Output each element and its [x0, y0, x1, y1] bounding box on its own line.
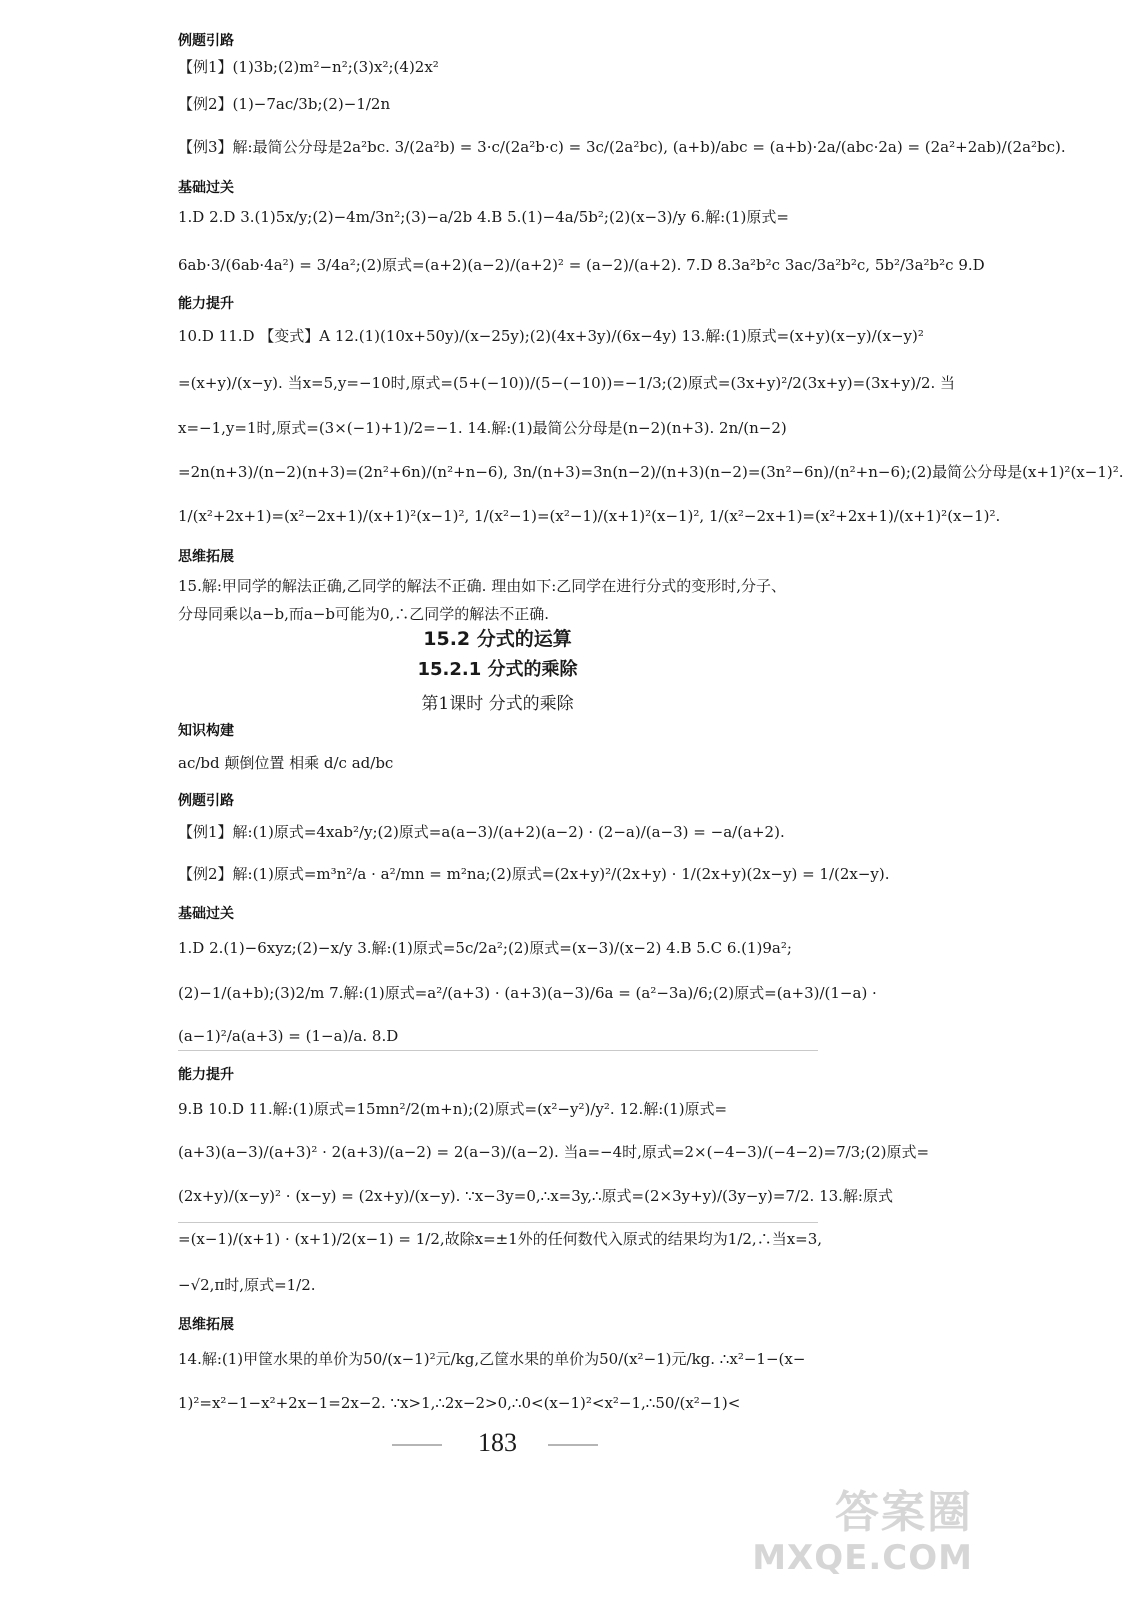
- answer-line: =(x−1)/(x+1) · (x+1)/2(x−1) = 1/2,故除x=±1外的任何数代入原式的结果均为1/2,∴当x=3,: [178, 1230, 823, 1248]
- lesson-title: 第1课时 分式的乘除: [421, 694, 574, 714]
- answer-line: 【例2】解:(1)原式=m³n²/a · a²/mn = m²na;(2)原式=(2x+y)²/(2x+y) · 1/(2x+y)(2x−y) = 1/(2x−y).: [178, 865, 890, 883]
- section-heading-thinking: 思维拓展: [178, 1317, 234, 1333]
- answer-line: 14.解:(1)甲筐水果的单价为50/(x−1)²元/kg,乙筐水果的单价为50/(x²−1)元/kg. ∴x²−1−(x−: [178, 1350, 806, 1368]
- chapter-title: 15.2 分式的运算: [423, 628, 572, 650]
- section-heading-ability: 能力提升: [178, 1067, 234, 1083]
- answer-line: 15.解:甲同学的解法正确,乙同学的解法不正确. 理由如下:乙同学在进行分式的变形时,分子、分母同乘以a−b,而a−b可能为0,∴乙同学的解法不正确.: [178, 577, 787, 623]
- answer-line: 1)²=x²−1−x²+2x−1=2x−2. ∵x>1,∴2x−2>0,∴0<(x−1)²<x²−1,∴50/(x²−1)<: [178, 1394, 741, 1412]
- divider: [178, 1050, 818, 1051]
- answer-line: x=−1,y=1时,原式=(3×(−1)+1)/2=−1. 14.解:(1)最简公分母是(n−2)(n+3). 2n/(n−2): [178, 419, 787, 437]
- page-number: 183: [478, 1428, 517, 1457]
- divider: [178, 1222, 818, 1223]
- section-heading-ability: 能力提升: [178, 296, 234, 312]
- answer-line: (2x+y)/(x−y)² · (x−y) = (2x+y)/(x−y). ∵x−3y=0,∴x=3y,∴原式=(2×3y+y)/(3y−y)=7/2. 13.解:原式: [178, 1187, 893, 1205]
- page-number-dash-right: [548, 1444, 598, 1446]
- answer-line: 1/(x²+2x+1)=(x²−2x+1)/(x+1)²(x−1)², 1/(x²−1)=(x²−1)/(x+1)²(x−1)², 1/(x²−2x+1)=(x²+2x+1)/(x+1)²(x−1)².: [178, 507, 1001, 525]
- section-heading-example: 例题引路: [178, 793, 234, 809]
- watermark-logo: [752, 1476, 973, 1576]
- answer-line: (a+3)(a−3)/(a+3)² · 2(a+3)/(a−2) = 2(a−3)/(a−2). 当a=−4时,原式=2×(−4−3)/(−4−2)=7/3;(2)原式=: [178, 1143, 930, 1161]
- section-heading-example: 例题引路: [178, 33, 234, 49]
- section-heading-basic: 基础过关: [178, 180, 234, 196]
- answer-line: (2)−1/(a+b);(3)2/m 7.解:(1)原式=a²/(a+3) · (a+3)(a−3)/6a = (a²−3a)/6;(2)原式=(a+3)/(1−a) ·: [178, 984, 877, 1002]
- section-heading-basic: 基础过关: [178, 906, 234, 922]
- answer-line: 6ab·3/(6ab·4a²) = 3/4a²;(2)原式=(a+2)(a−2)/(a+2)² = (a−2)/(a+2). 7.D 8.3a²b²c 3ac/3a²b²c, 5b²/3a²b²c 9.D: [178, 256, 985, 274]
- answer-line: =(x+y)/(x−y). 当x=5,y=−10时,原式=(5+(−10))/(5−(−10))=−1/3;(2)原式=(3x+y)²/2(3x+y)=(3x+y)/2. 当: [178, 374, 956, 392]
- answer-line: −√2,π时,原式=1/2.: [178, 1276, 316, 1294]
- answer-line: 9.B 10.D 11.解:(1)原式=15mn²/2(m+n);(2)原式=(x²−y²)/y². 12.解:(1)原式=: [178, 1100, 728, 1118]
- answer-line: 1.D 2.D 3.(1)5x/y;(2)−4m/3n²;(3)−a/2b 4.B 5.(1)−4a/5b²;(2)(x−3)/y 6.解:(1)原式=: [178, 208, 789, 226]
- answer-line: 1.D 2.(1)−6xyz;(2)−x/y 3.解:(1)原式=5c/2a²;(2)原式=(x−3)/(x−2) 4.B 5.C 6.(1)9a²;: [178, 939, 792, 957]
- section-heading-thinking: 思维拓展: [178, 549, 234, 565]
- section-heading-knowledge: 知识构建: [178, 723, 234, 739]
- subsection-title: 15.2.1 分式的乘除: [417, 659, 578, 680]
- answer-line: 【例2】(1)−7ac/3b;(2)−1/2n: [178, 95, 391, 113]
- answer-line: 【例3】解:最简公分母是2a²bc. 3/(2a²b) = 3·c/(2a²b·c) = 3c/(2a²bc), (a+b)/abc = (a+b)·2a/(abc·2a) = (2a²+2ab)/(2a²bc).: [178, 138, 1066, 156]
- answer-line: 【例1】(1)3b;(2)m²−n²;(3)x²;(4)2x²: [178, 58, 439, 76]
- answer-line: 【例1】解:(1)原式=4xab²/y;(2)原式=a(a−3)/(a+2)(a−2) · (2−a)/(a−3) = −a/(a+2).: [178, 823, 785, 841]
- answer-line: (a−1)²/a(a+3) = (1−a)/a. 8.D: [178, 1027, 399, 1045]
- watermark-cn: 答案圈: [835, 1487, 973, 1538]
- watermark-en: MXQE.COM: [752, 1538, 973, 1578]
- answer-line: ac/bd 颠倒位置 相乘 d/c ad/bc: [178, 754, 394, 772]
- answer-line: 10.D 11.D 【变式】A 12.(1)(10x+50y)/(x−25y);(2)(4x+3y)/(6x−4y) 13.解:(1)原式=(x+y)(x−y)/(x−y)²: [178, 327, 924, 345]
- answer-line: =2n(n+3)/(n−2)(n+3)=(2n²+6n)/(n²+n−6), 3n/(n+3)=3n(n−2)/(n+3)(n−2)=(3n²−6n)/(n²+n−6);(2)最简公分母是(x+1)²(x−1)².: [178, 463, 1124, 481]
